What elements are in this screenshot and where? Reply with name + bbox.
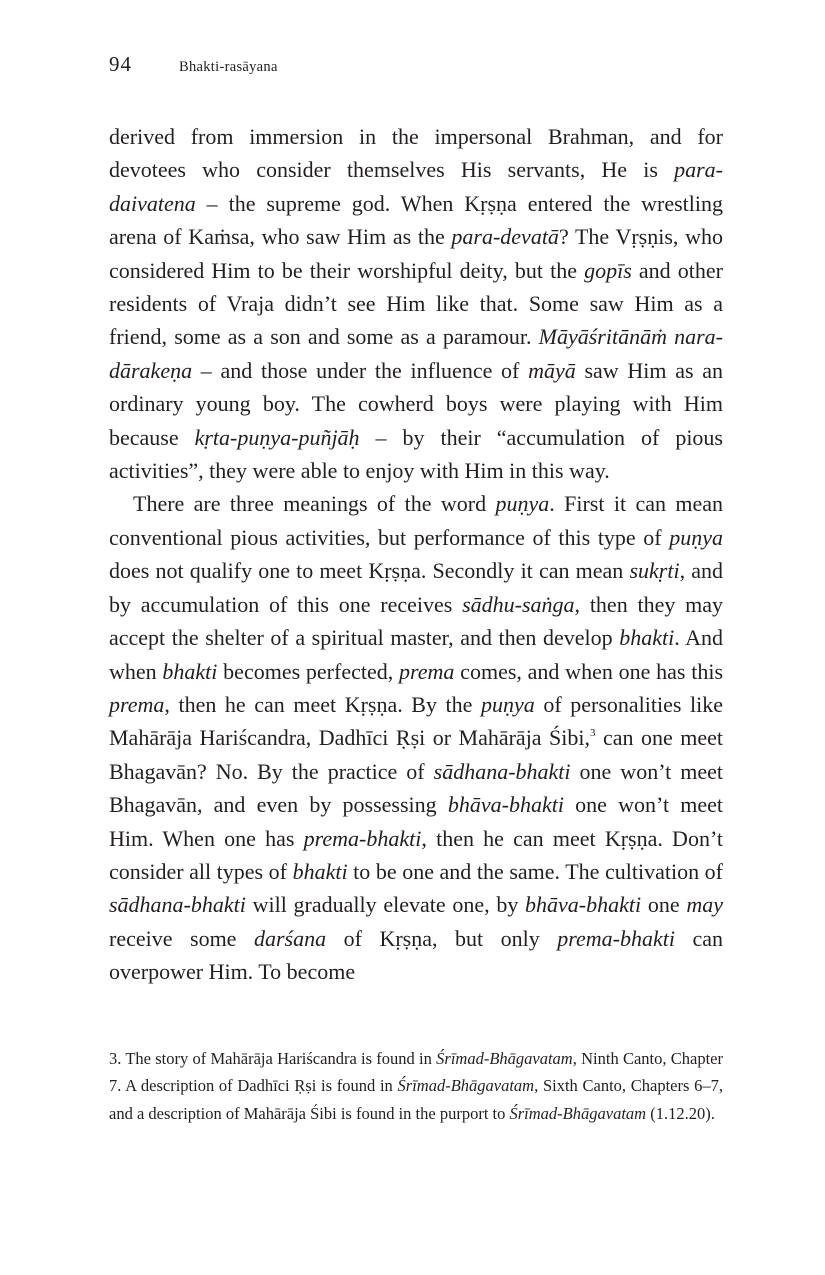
footnote-ref-3: 3	[590, 727, 596, 740]
footnote-3: 3. The story of Mahārāja Hariścandra is found in Śrīmad-Bhāgavatam, Ninth Canto, Chapter 7. A description of Dadhīci Ṛṣi is found in Śrīmad-Bhāgavatam, Sixth Canto, Chapters 6–7, and a description of Mahārāja Śibi is found in the purport to Śrīmad-Bhāgavatam (1.12.20).	[109, 1049, 723, 1123]
paragraph-2: There are three meanings of the word puṇya. First it can mean conventional pious activities, but performance of this type of puṇya does not qualify one to meet Kṛṣṇa. Secondly it can mean sukṛti, and by accumulation of this one receives sādhu-saṅga, then they may accept the shelter of a spiritual master, and then develop bhakti. And when bhakti becomes perfected, prema comes, and when one has this prema, then he can meet Kṛṣṇa. By the puṇya of personalities like Mahārāja Hariścandra, Dadhīci Ṛṣi or Mahārāja Śibi,$^3$ can one meet Bhagavān? No. By the practice of sādhana-bhakti one won’t meet Bhagavān, and even by possessing bhāva-bhakti one won’t meet Him. When one has prema-bhakti, then he can meet Kṛṣṇa. Don’t consider all types of bhakti to be one and the same. The cultivation of sādhana-bhakti will gradually elevate one, by bhāva-bhakti one may receive some darśana of Kṛṣṇa, but only prema-bhakti can overpower Him. To become	[109, 491, 724, 985]
page-header	[109, 52, 278, 82]
main-text	[109, 120, 723, 989]
paragraph-1: derived from immersion in the impersonal Brahman, and for devotees who consider themselves His servants, He is para-daivatena – the supreme god. When Kṛṣṇa entered the wrestling arena of Kaṁsa, who saw Him as the para-devatā? The Vṛṣṇis, who considered Him to be their worshipful deity, but the gopīs and other residents of Vraja didn’t see Him like that. Some saw Him as a friend, some as a son and some as a paramour. Māyāśritānāṁ nara-dārakeṇa – and those under the influence of māyā saw Him as an ordinary young boy. The cowherd boys were playing with Him because kṛta-puṇya-puñjāḥ – by their “accumulation of pious activities”, they were able to enjoy with Him in this way.	[109, 124, 724, 484]
running-title: Bhakti-rasāyana	[179, 59, 278, 75]
page-number: 94	[109, 52, 132, 76]
